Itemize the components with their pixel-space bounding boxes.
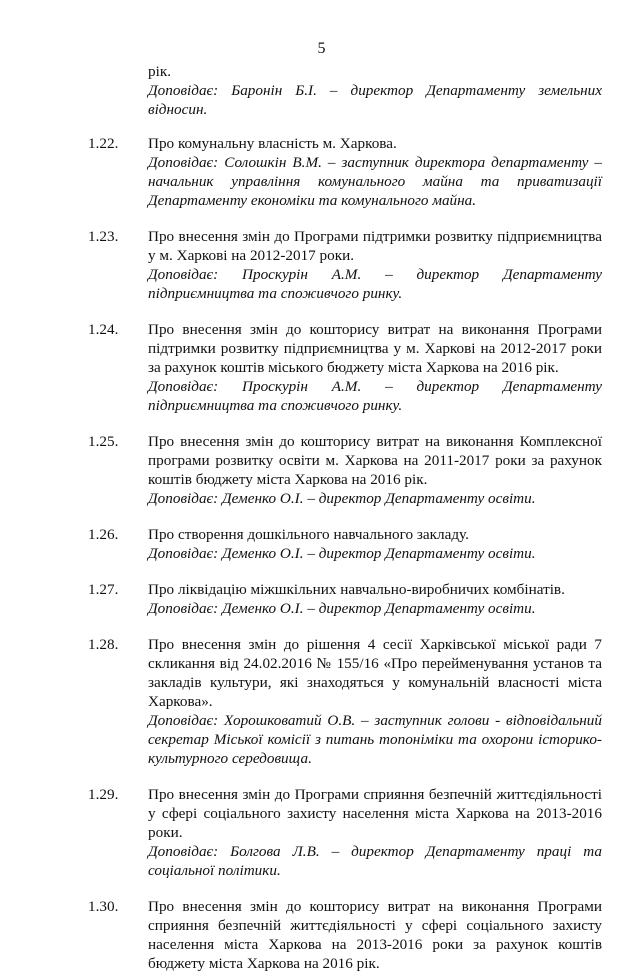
item-body [148,580,602,618]
agenda-item-1-30 [88,897,602,973]
agenda-item-1-24 [88,320,602,415]
item-number: 1.30. [88,898,119,915]
item-body [148,432,602,508]
item-title: Про ліквідацію міжшкільних навчально-виробничих комбінатів. [148,581,565,598]
item-speaker: Доповідає: Баронін Б.І. – директор Департаменту земельних відносин. [148,82,602,118]
item-body [148,525,602,563]
item-title: Про внесення змін до Програми підтримки розвитку підприємництва у м. Харкові на 2012-2017 роки. [148,228,602,264]
item-speaker: Доповідає: Проскурін А.М. – директор Департаменту підприємництва та споживчого ринку. [148,378,602,414]
item-title: Про внесення змін до рішення 4 сесії Харківської міської ради 7 скликання від 24.02.2016 № 155/16 «Про перейменування установ та закладів культури, які знаходяться у комунальній власності міста Харкова». [148,636,602,710]
agenda-item-1-25 [88,432,602,508]
agenda-item-1-22 [88,134,602,210]
agenda-item-1-26 [88,525,602,563]
item-speaker: Доповідає: Деменко О.І. – директор Департаменту освіти. [148,490,536,507]
item-speaker: Доповідає: Болгова Л.В. – директор Департаменту праці та соціальної політики. [148,843,602,879]
agenda-item-1-27 [88,580,602,618]
item-body [148,320,602,415]
item-title: Про комунальну власність м. Харкова. [148,135,397,152]
agenda-item-1-23 [88,227,602,303]
item-title: Про внесення змін до кошторису витрат на виконання Програми сприяння безпечній життєдіяльності у сфері соціального захисту населення міста Харкова на 2013-2016 роки за рахунок коштів бюджету міста Харкова на 2016 рік. [148,898,602,972]
item-body [148,62,602,119]
item-number: 1.24. [88,321,119,338]
item-title: Про внесення змін до кошторису витрат на виконання Комплексної програми розвитку освіти м. Харкова на 2011-2017 роки за рахунок коштів бюджету міста Харкова на 2016 рік. [148,433,602,488]
item-speaker: Доповідає: Деменко О.І. – директор Департаменту освіти. [148,545,536,562]
agenda-item-1-29 [88,785,602,880]
item-title: Про внесення змін до кошторису витрат на виконання Програми підтримки розвитку підприємництва у м. Харкові на 2012-2017 роки за рахунок коштів міського бюджету міста Харкова на 2016 рік. [148,321,602,376]
item-title: рік. [148,63,171,80]
agenda-list [88,62,602,973]
item-speaker: Доповідає: Проскурін А.М. – директор Департаменту підприємництва та споживчого ринку. [148,266,602,302]
item-body [148,635,602,768]
item-title: Про внесення змін до Програми сприяння безпечній життєдіяльності у сфері соціального захисту населення міста Харкова на 2013-2016 роки. [148,786,602,841]
item-number: 1.26. [88,526,119,543]
item-number: 1.23. [88,228,119,245]
page-number: 5 [317,40,326,57]
item-body [148,897,602,973]
item-number: 1.22. [88,135,119,152]
item-title: Про створення дошкільного навчального закладу. [148,526,469,543]
item-speaker: Доповідає: Деменко О.І. – директор Департаменту освіти. [148,600,536,617]
item-speaker: Доповідає: Солошкін В.М. – заступник директора департаменту – начальник управління комунального майна та приватизації Департаменту економіки та комунального майна. [148,154,602,209]
item-number: 1.25. [88,433,119,450]
item-body [148,134,602,210]
agenda-item-1-28 [88,635,602,768]
item-number: 1.28. [88,636,119,653]
agenda-item-continuation [88,62,602,119]
item-body [148,227,602,303]
item-number: 1.27. [88,581,119,598]
item-speaker: Доповідає: Хорошковатий О.В. – заступник голови - відповідальний секретар Міської комісії з питань топоніміки та охорони історико-культурного середовища. [148,712,602,767]
item-body [148,785,602,880]
item-number: 1.29. [88,786,119,803]
item-number [88,62,148,119]
